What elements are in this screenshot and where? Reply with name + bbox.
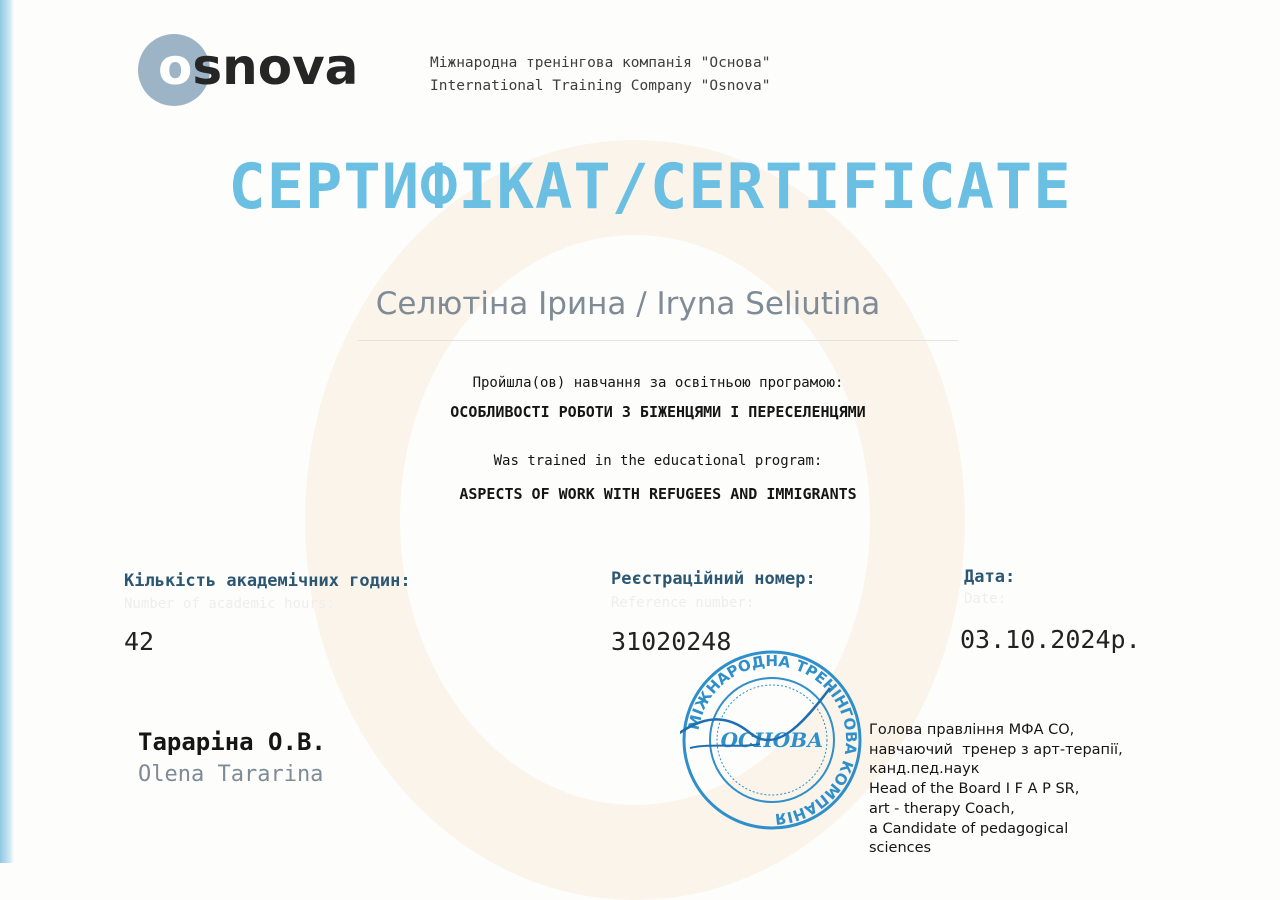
certificate-title: СЕРТИФІКАТ/CERTIFICATE [228, 150, 1072, 223]
company-name [430, 52, 770, 98]
position-line: Голова правління МФА СО, [869, 722, 1075, 738]
trained-ua: Пройшла(ов) навчання за освітньою програмою: [472, 375, 844, 391]
program-title-ua: ОСОБЛИВОСТІ РОБОТИ З БІЖЕНЦЯМИ І ПЕРЕСЕЛЕНЦЯМИ [450, 403, 866, 421]
logo-rest: snova [192, 38, 359, 96]
logo-o: o [158, 38, 193, 96]
hours-label: Кількість академічних годин: [124, 571, 411, 591]
company-name-en: International Training Company "Osnova" [430, 78, 771, 94]
date-value: 03.10.2024р. [960, 625, 1141, 654]
stamp-center-text: ОСНОВА [720, 728, 824, 752]
position-line: a Candidate of pedagogical [869, 820, 1069, 837]
recipient-name: Селютіна Ірина / Iryna Seliutina [375, 286, 881, 322]
reference-sublabel: Reference number: [611, 595, 755, 611]
program-title-en: ASPECTS OF WORK WITH REFUGEES AND IMMIGRANTS [459, 485, 857, 503]
signatory-position [869, 721, 1123, 859]
official-stamp [680, 648, 864, 832]
stamp-ring-text: МІЖНАРОДНА ТРЕНІНГОВА КОМПАНІЯ [684, 651, 861, 829]
signatory-name-ua: Тараріна О.В. [138, 728, 326, 756]
position-line: навчаючий тренер з арт-терапії, [869, 741, 1123, 758]
reference-value: 31020248 [611, 627, 732, 656]
trained-en: Was trained in the educational program: [493, 453, 823, 469]
osnova-logo [138, 34, 378, 108]
reference-label: Реєстраційний номер: [611, 569, 816, 589]
date-label: Дата: [964, 567, 1016, 587]
position-line: канд.пед.наук [869, 761, 980, 778]
signatory-name-en: Olena Tararina [138, 762, 324, 787]
position-line: art - therapy Coach, [869, 800, 1015, 817]
company-name-ua: Міжнародна тренінгова компанія "Основа" [430, 55, 771, 71]
logo-wordmark [158, 38, 358, 96]
left-border-strip [0, 0, 14, 863]
hours-value: 42 [124, 627, 155, 656]
date-sublabel: Date: [964, 591, 1007, 607]
name-underline [358, 340, 958, 341]
hours-sublabel: Number of academic hours: [124, 596, 335, 612]
position-line: sciences [869, 840, 932, 857]
watermark-logo-ring [305, 140, 965, 900]
position-line: Head of the Board I F A P SR, [869, 781, 1080, 798]
